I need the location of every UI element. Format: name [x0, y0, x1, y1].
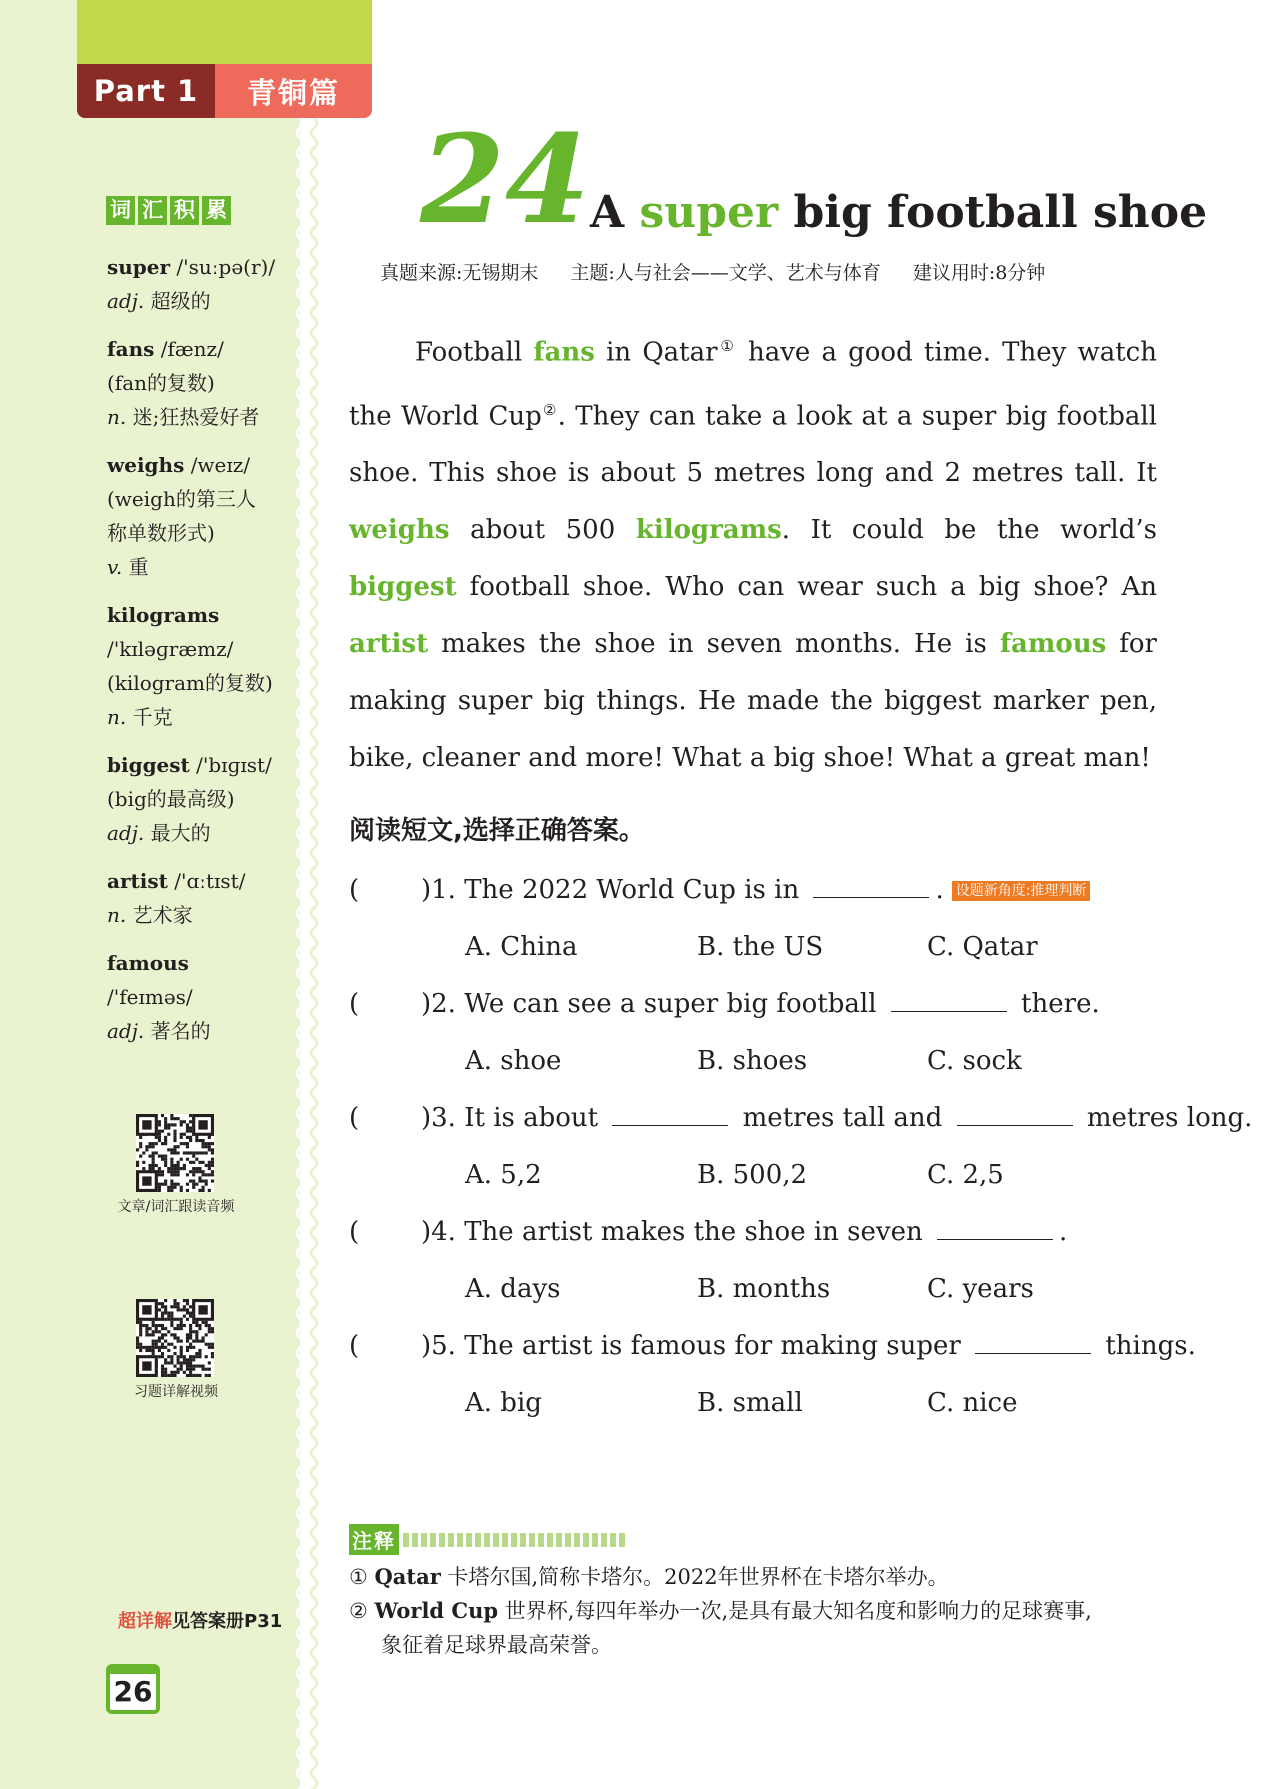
note-marker: ②	[349, 1599, 368, 1623]
footnote-marker: ①	[717, 337, 737, 355]
title-pre: A	[590, 187, 640, 238]
answer-note-prefix: 超详解	[118, 1611, 172, 1632]
vocab-pos: n.	[107, 903, 127, 927]
qr-video-label: 习题详解视频	[134, 1384, 218, 1400]
vocab-meaning-line	[107, 700, 292, 734]
vocab-meaning: 著名的	[150, 1019, 211, 1043]
option[interactable]: B. months	[697, 1274, 831, 1304]
vocab-meaning-line	[107, 898, 292, 932]
part-label: Part 1	[77, 64, 215, 118]
vocab-meaning: 重	[128, 555, 149, 579]
meta-source: 真题来源:无锡期末	[380, 262, 539, 284]
answer-paren[interactable]: (	[349, 989, 360, 1019]
passage-text: makes the shoe in seven months. He is	[428, 629, 1000, 660]
vocab-entry	[107, 448, 292, 584]
option[interactable]: A. big	[465, 1388, 542, 1418]
passage-keyword: famous	[999, 629, 1107, 660]
footnote-marker: ②	[541, 400, 558, 419]
passage-text: have a good time. They watch the World Cup	[349, 337, 1157, 432]
reading-passage	[349, 318, 1157, 787]
vocab-phonetic: /'suːpə(r)/	[176, 255, 276, 279]
option[interactable]: A. shoe	[465, 1046, 562, 1076]
note-continuation: 象征着足球界最高荣誉。	[381, 1633, 612, 1657]
vocab-phonetic: /fænz/	[160, 337, 224, 361]
answer-paren[interactable]: (	[349, 1217, 360, 1247]
vocab-pos: n.	[107, 405, 127, 429]
note-term: World Cup	[374, 1598, 499, 1623]
vocab-meaning: 迷;狂热爱好者	[132, 405, 260, 429]
passage-text: football shoe. Who can wear such a big shoe? An	[456, 572, 1157, 603]
note-text: 世界杯,每四年举办一次,是具有最大知名度和影响力的足球赛事,	[498, 1599, 1092, 1623]
question-text: .	[1059, 1217, 1068, 1247]
question-text: there.	[1012, 989, 1100, 1019]
vocab-word-line	[107, 332, 292, 366]
vocab-note-line: (big的最高级)	[107, 787, 235, 811]
title-keyword: super	[639, 187, 779, 238]
question-text: things.	[1097, 1331, 1196, 1361]
note-term: Qatar	[374, 1564, 441, 1589]
passage-keyword: biggest	[349, 572, 457, 603]
vocab-meaning-line	[107, 284, 292, 318]
answer-paren[interactable]: (	[349, 1331, 360, 1361]
vocab-note-line: /'feɪməs/	[107, 985, 193, 1009]
vocab-word: artist	[107, 869, 168, 893]
question-number: )3.	[421, 1103, 456, 1133]
instruction: 阅读短文,选择正确答案。	[349, 816, 645, 846]
answer-blank	[975, 1327, 1091, 1354]
passage-text: about 500	[449, 515, 636, 546]
vocab-word-line	[107, 598, 292, 632]
vocab-note-line: (fan的复数)	[107, 371, 215, 395]
vocab-entry	[107, 250, 292, 318]
options-row	[349, 1033, 1169, 1090]
vocab-pos: v.	[107, 555, 123, 579]
question-number: )5.	[421, 1331, 456, 1361]
option[interactable]: C. Qatar	[927, 932, 1038, 962]
vocab-word-line	[107, 946, 292, 980]
qr-audio-label: 文章/词汇跟读音频	[117, 1199, 235, 1215]
answer-note-text: 见答案册P31	[172, 1611, 283, 1632]
vocab-entry	[107, 864, 292, 932]
lesson-title	[590, 186, 1207, 240]
vocab-meaning-line	[107, 400, 292, 434]
vocab-meaning-line	[107, 816, 292, 850]
question	[349, 976, 1169, 1033]
vocab-word-line	[107, 250, 292, 284]
passage-text: for making super big things. He made the biggest marker pen, bike, cleaner and more! What a big shoe! What a great man!	[349, 629, 1157, 774]
meta-time: 建议用时:8分钟	[912, 262, 1046, 284]
vocab-meaning: 最大的	[150, 821, 211, 845]
vocab-list	[107, 250, 292, 1062]
vocab-heading-char: 汇	[138, 196, 167, 225]
options-row	[349, 919, 1169, 976]
notes-list	[349, 1560, 1169, 1662]
question-text: metres tall and	[734, 1103, 951, 1133]
vocab-word: fans	[107, 337, 155, 361]
vocab-phonetic: /'ɑːtɪst/	[174, 869, 246, 893]
part-tab	[77, 64, 372, 118]
vocab-note-line: 称单数形式)	[107, 521, 215, 545]
passage-keyword: weighs	[349, 515, 450, 546]
vocab-pos: adj.	[107, 821, 145, 845]
question-text: The 2022 World Cup is in	[455, 875, 808, 905]
vocab-note-line: (weigh的第三人	[107, 487, 256, 511]
question-text: The artist is famous for making super	[455, 1331, 970, 1361]
meta-theme: 主题:人与社会——文学、艺术与体育	[570, 262, 881, 284]
note-marker: ①	[349, 1565, 368, 1589]
option[interactable]: C. nice	[927, 1388, 1018, 1418]
vocab-pos: adj.	[107, 289, 145, 313]
page-number: 26	[106, 1664, 160, 1714]
question-number: )4.	[421, 1217, 456, 1247]
answer-blank	[937, 1213, 1053, 1240]
vocab-word: weighs	[107, 453, 185, 477]
question	[349, 1318, 1196, 1375]
question-text: It is about	[455, 1103, 607, 1133]
notes-heading	[349, 1524, 625, 1555]
question-text: The artist makes the shoe in seven	[455, 1217, 931, 1247]
options-row	[349, 1147, 1169, 1204]
question-text: metres long.	[1078, 1103, 1253, 1133]
vocab-word-line	[107, 448, 292, 482]
vocab-meaning: 千克	[132, 705, 173, 729]
option[interactable]: B. the US	[697, 932, 824, 962]
option[interactable]: A. days	[465, 1274, 561, 1304]
question-number: )1.	[421, 875, 456, 905]
answer-blank	[957, 1099, 1073, 1126]
answer-paren[interactable]: (	[349, 875, 360, 905]
option[interactable]: A. China	[465, 932, 578, 962]
vocab-heading-char: 词	[106, 196, 135, 225]
note-item	[349, 1560, 1169, 1594]
qr-code-audio[interactable]	[136, 1114, 214, 1192]
passage-text: Football	[415, 337, 534, 368]
question-text: We can see a super big football	[455, 989, 885, 1019]
note-text: 卡塔尔国,简称卡塔尔。2022年世界杯在卡塔尔举办。	[440, 1565, 949, 1589]
option[interactable]: B. small	[697, 1388, 803, 1418]
option[interactable]: A. 5,2	[465, 1160, 542, 1190]
vocab-phonetic: /'bɪɡɪst/	[196, 753, 272, 777]
passage-keyword: fans	[533, 337, 595, 368]
question-number: )2.	[421, 989, 456, 1019]
vocab-entry	[107, 332, 292, 434]
lesson-number: 24	[420, 107, 590, 251]
vocab-word-line	[107, 864, 292, 898]
passage-keyword: artist	[349, 629, 429, 660]
vocab-note-line: (kilogram的复数)	[107, 671, 273, 695]
vocab-word: kilograms	[107, 603, 220, 627]
notes-label: 注释	[349, 1524, 399, 1555]
vocab-meaning-line	[107, 550, 292, 584]
answer-blank	[813, 871, 929, 898]
vocab-meaning: 艺术家	[132, 903, 193, 927]
passage-text: . It could be the world’s	[781, 515, 1157, 546]
answer-blank	[612, 1099, 728, 1126]
options-row	[349, 1261, 1169, 1318]
question	[349, 1090, 1253, 1147]
vocab-heading-char: 累	[202, 196, 231, 225]
vocab-note-line: /'kɪləɡræmz/	[107, 637, 234, 661]
vocab-word: biggest	[107, 753, 190, 777]
question	[349, 862, 1169, 919]
vocab-entry	[107, 598, 292, 734]
option[interactable]: B. shoes	[697, 1046, 808, 1076]
answer-paren[interactable]: (	[349, 1103, 360, 1133]
vocab-pos: n.	[107, 705, 127, 729]
question	[349, 1204, 1169, 1261]
question-tag: 设题新角度:推理判断	[952, 881, 1091, 901]
vocab-meaning-line	[107, 1014, 292, 1048]
vocab-word-line	[107, 748, 292, 782]
option[interactable]: C. sock	[927, 1046, 1022, 1076]
options-row	[349, 1375, 1169, 1432]
option[interactable]: C. 2,5	[927, 1160, 1004, 1190]
passage-text: in Qatar	[594, 337, 718, 368]
question-text: .	[935, 875, 944, 905]
notes-dots-decoration	[403, 1533, 625, 1547]
vocab-heading-char: 积	[170, 196, 199, 225]
vocab-pos: adj.	[107, 1019, 145, 1043]
vocab-word: super	[107, 255, 171, 279]
qr-code-video[interactable]	[136, 1299, 214, 1377]
passage-keyword: kilograms	[635, 515, 782, 546]
vocab-heading	[106, 196, 231, 225]
option[interactable]: B. 500,2	[697, 1160, 808, 1190]
answer-note	[118, 1607, 282, 1633]
question-list	[349, 862, 1253, 1432]
vocab-entry	[107, 748, 292, 850]
passage-text: . They can take a look at a super big football shoe. This shoe is about 5 metres long and 2 metres tall. It	[349, 401, 1157, 489]
vocab-phonetic: /weɪz/	[190, 453, 251, 477]
vocab-word: famous	[107, 951, 189, 975]
answer-blank	[891, 985, 1007, 1012]
title-post: big football shoe	[778, 187, 1208, 238]
header-bar	[77, 0, 372, 64]
level-label: 青铜篇	[215, 64, 372, 118]
vocab-meaning: 超级的	[150, 289, 211, 313]
option[interactable]: C. years	[927, 1274, 1034, 1304]
vocab-entry	[107, 946, 292, 1048]
lesson-meta	[380, 258, 1077, 285]
wavy-border-decoration	[292, 118, 326, 1789]
note-item	[349, 1594, 1169, 1628]
